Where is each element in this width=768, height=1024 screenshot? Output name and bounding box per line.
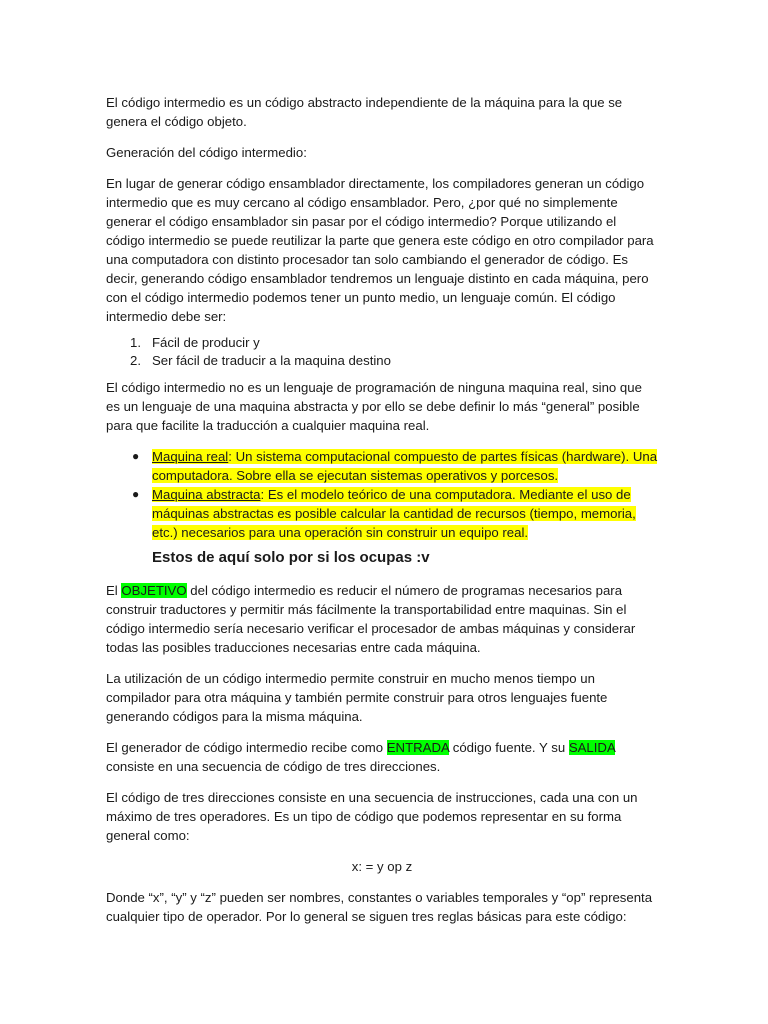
intro-paragraph: El código intermedio es un código abstracto independiente de la máquina para la que se genera el código objeto. [106, 95, 623, 129]
body-paragraph-abstract: El código intermedio no es un lenguaje de programación de ninguna maquina real, sino que es un lenguaje de una maquina abstracta y por ello se debe definir lo más “general” posible para que facilite la traducción a cualquier maquina real. [106, 380, 642, 433]
list-item: 2. Ser fácil de traducir a la maquina destino [130, 353, 391, 368]
highlight-salida: SALIDA [568, 740, 616, 755]
formula: x: = y op z [351, 859, 413, 874]
highlight-entrada: ENTRADA [386, 740, 450, 755]
body-paragraph-objetivo: El OBJETIVO del código intermedio es reducir el número de programas necesarios para construir traductores y permitir más fácilmente la transportabilidad entre maquinas. Sin el código intermedio sería necesario verificar el procesador de ambas máquinas y considerar todas las posibles traducciones necesarias entre cada máquina. [106, 583, 636, 655]
body-paragraph-tres-direcciones: El código de tres direcciones consiste en una secuencia de instrucciones, cada una con un máximo de tres operadores. Es un tipo de código que podemos representar en su forma general como: [106, 790, 638, 843]
definition-text: Maquina abstracta: Es el modelo teórico de una computadora. Mediante el uso de máquinas abstractas es posible calcular la cantidad de recursos (tiempo, memoria, etc.) necesarios para una operación sin construir un equipo real. [152, 487, 636, 540]
list-item: 1. Fácil de producir y [130, 335, 260, 350]
section-heading: Generación del código intermedio: [106, 145, 307, 160]
requirements-list [106, 334, 658, 370]
list-item [106, 485, 658, 542]
document-page [106, 93, 658, 938]
bullet-icon: ● [132, 487, 140, 501]
body-paragraph-donde: Donde “x”, “y” y “z” pueden ser nombres, constantes o variables temporales y “op” representa cualquier tipo de operador. Por lo general se siguen tres reglas básicas para este código: [106, 890, 653, 924]
definition-term: Maquina abstracta [152, 487, 261, 502]
list-item [106, 447, 658, 485]
bullet-icon: ● [132, 449, 140, 463]
definition-term: Maquina real [152, 449, 229, 464]
handwritten-note: Estos de aquí solo por si los ocupas :v [152, 549, 430, 566]
definition-text: Maquina real: Un sistema computacional compuesto de partes físicas (hardware). Una computadora. Sobre ella se ejecutan sistemas operativos y porcesos. [152, 449, 658, 483]
highlight-objetivo: OBJETIVO [121, 583, 187, 598]
definitions-list [106, 447, 658, 542]
body-paragraph-generation: En lugar de generar código ensamblador directamente, los compiladores generan un código intermedio que es muy cercano al código ensamblador. Pero, ¿por qué no simplemente generar el código ensamblador sin pasar por el código intermedio? Porque utilizando el código intermedio se puede reutilizar la parte que genera este código en otro compilador para una computadora con distinto procesador tan solo cambiando el generador de código. Es decir, generando código ensamblador tendremos un lenguaje distinto en cada máquina, pero con el código intermedio podemos tener un punto medio, un lenguaje común. El código intermedio debe ser: [106, 176, 654, 324]
body-paragraph-generador: El generador de código intermedio recibe como ENTRADA código fuente. Y su SALIDA consiste en una secuencia de código de tres direcciones. [106, 740, 616, 774]
body-paragraph-utilizacion: La utilización de un código intermedio permite construir en mucho menos tiempo un compilador para otra máquina y también permite construir para otros lenguajes fuente generando códigos para la misma máquina. [106, 671, 608, 724]
